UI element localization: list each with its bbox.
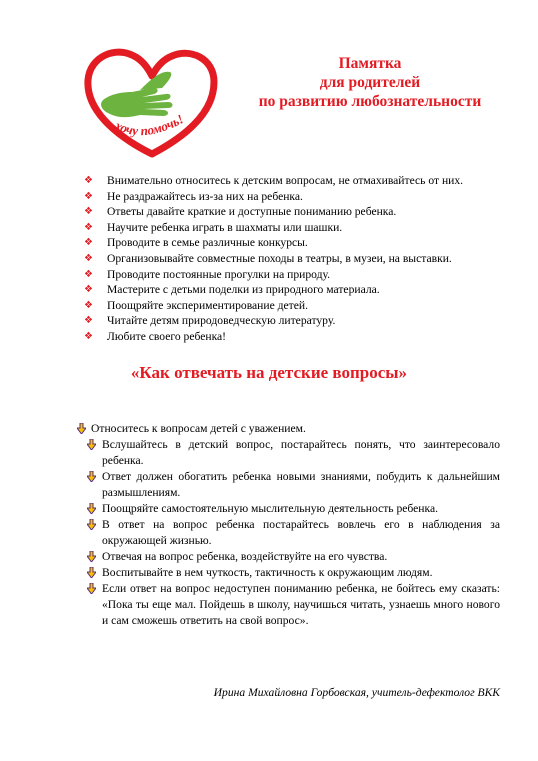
tip-text: Проводите постоянные прогулки на природу. (107, 267, 331, 281)
advice-text: В ответ на вопрос ребенка постарайтесь вовлечь его в наблюдения за окружающей жизнью. (102, 518, 500, 547)
diamond-bullet-icon: ❖ (84, 190, 93, 202)
down-arrow-icon (87, 503, 96, 514)
list-item (87, 437, 500, 469)
down-arrow-icon (87, 439, 96, 450)
advice-text: Отвечая на вопрос ребенка, воздействуйте на его чувства. (102, 550, 388, 563)
diamond-bullet-icon: ❖ (84, 315, 93, 327)
list-item (84, 189, 524, 205)
diamond-bullet-icon: ❖ (84, 284, 93, 296)
list-item (87, 517, 500, 549)
list-item (84, 298, 524, 314)
list-item (87, 469, 500, 501)
tip-text: Ответы давайте краткие и доступные пониманию ребенка. (107, 205, 397, 219)
list-item (87, 549, 500, 565)
tip-text: Мастерите с детьми поделки из природного материала. (107, 283, 380, 297)
list-item (87, 501, 500, 517)
tips-list (84, 173, 524, 345)
list-item (84, 235, 524, 251)
list-item (87, 581, 500, 629)
advice-text: Если ответ на вопрос недоступен пониманию ребенка, не бойтесь ему сказать: «Пока ты еще мал. Пойдешь в школу, научишься читать, узнаешь много нового и сам сможешь ответить на свой вопрос». (102, 582, 500, 627)
section-title: «Как отвечать на детские вопросы» (130, 363, 408, 382)
list-item (84, 251, 524, 267)
tip-text: Внимательно относитесь к детским вопросам, не отмахивайтесь от них. (107, 174, 464, 187)
diamond-bullet-icon: ❖ (84, 252, 93, 264)
tip-text: Читайте детям природоведческую литературу. (107, 314, 336, 328)
down-arrow-icon (87, 519, 96, 530)
diamond-bullet-icon: ❖ (84, 175, 93, 186)
advice-text: Вслушайтесь в детский вопрос, постарайтесь понять, что заинтересовало ребенка. (102, 438, 500, 467)
advice-text: Поощряйте самостоятельную мыслительную деятельность ребенка. (102, 502, 439, 515)
list-item (84, 173, 524, 189)
tip-text: Поощряйте экспериментирование детей. (107, 298, 308, 312)
advice-list (87, 421, 500, 629)
tip-text: Научите ребенка играть в шахматы или шашки. (107, 220, 343, 234)
title-line: для родителей (319, 74, 421, 91)
down-arrow-icon (87, 567, 96, 578)
diamond-bullet-icon: ❖ (84, 268, 93, 280)
tip-text: Организовывайте совместные походы в театры, в музеи, на выставки. (107, 251, 452, 265)
list-item (84, 313, 524, 329)
title-line: Памятка (338, 55, 402, 72)
diamond-bullet-icon: ❖ (84, 221, 93, 233)
list-item (84, 267, 524, 283)
diamond-bullet-icon: ❖ (84, 237, 93, 249)
diamond-bullet-icon: ❖ (84, 299, 93, 311)
advice-text: Относитесь к вопросам детей с уважением. (91, 422, 306, 435)
heart-hand-logo-icon (82, 42, 222, 164)
list-item (84, 282, 524, 298)
list-item (83, 421, 500, 437)
list-item (84, 329, 524, 345)
list-item (87, 565, 500, 581)
list-item (84, 220, 524, 236)
down-arrow-icon (77, 423, 86, 434)
diamond-bullet-icon: ❖ (84, 206, 93, 218)
logo-caption: хочу помочь! (112, 111, 186, 139)
advice-text: Воспитывайте в нем чуткость, тактичность к окружающим людям. (102, 566, 433, 579)
page-title (220, 54, 520, 111)
tip-text: Любите своего ребенка! (107, 329, 227, 343)
advice-text: Ответ должен обогатить ребенка новыми знаниями, побудить к дальнейшим размышлениям. (102, 470, 500, 499)
down-arrow-icon (87, 471, 96, 482)
down-arrow-icon (87, 551, 96, 562)
tip-text: Проводите в семье различные конкурсы. (107, 236, 308, 250)
tip-text: Не раздражайтесь из-за них на ребенка. (107, 189, 303, 203)
list-item (84, 204, 524, 220)
down-arrow-icon (87, 583, 96, 594)
diamond-bullet-icon: ❖ (84, 330, 93, 342)
title-line: по развитию любознательности (258, 93, 482, 110)
author-signature: Ирина Михайловна Горбовская, учитель-дефектолог ВКК (213, 686, 500, 699)
